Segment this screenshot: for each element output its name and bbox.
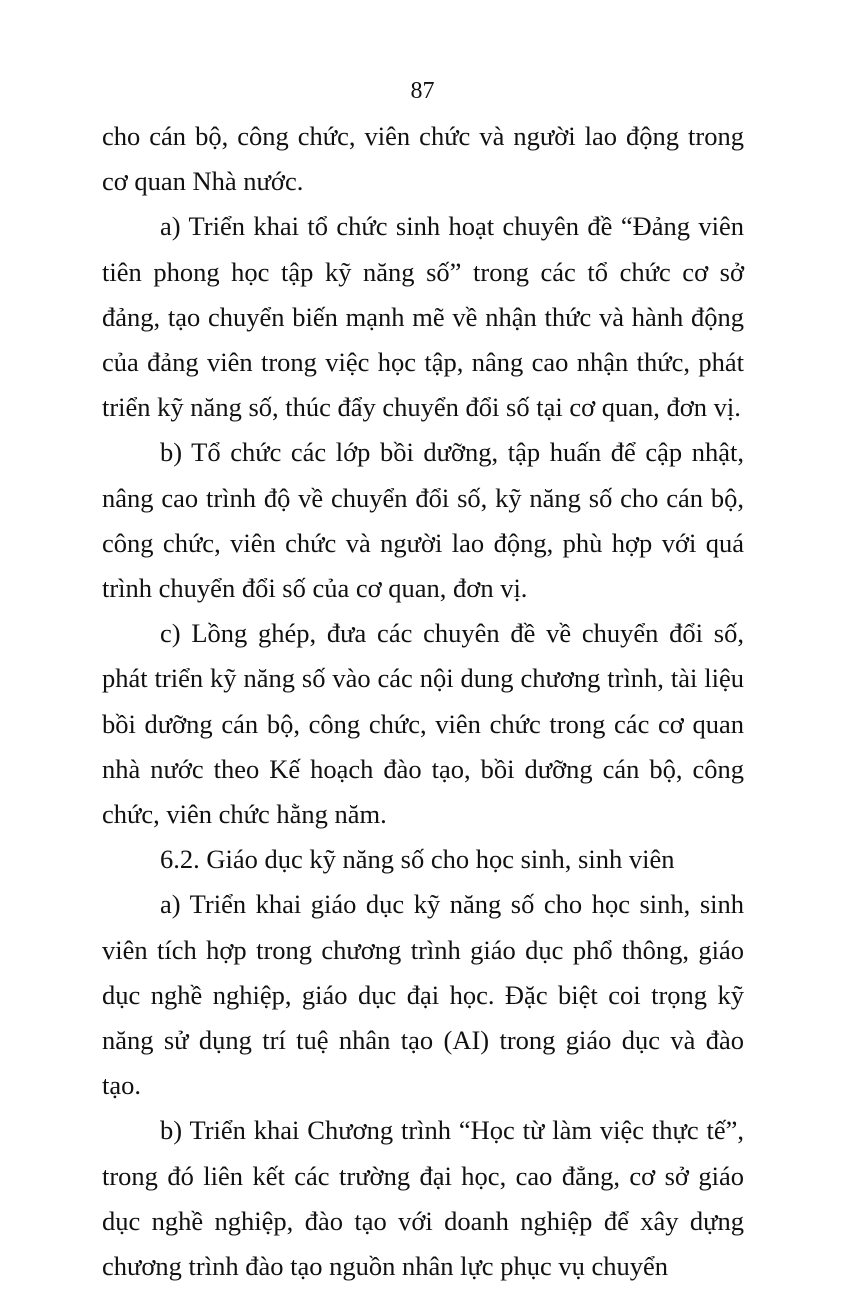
paragraph-item-a: a) Triển khai tổ chức sinh hoạt chuyên đề “Đảng viên tiên phong học tập kỹ năng số” trong các tổ chức cơ sở đảng, tạo chuyển biến mạnh mẽ về nhận thức và hành động của đảng viên trong việc học tập, nâng cao nhận thức, phát triển kỹ năng số, thúc đẩy chuyển đổi số tại cơ quan, đơn vị. — [102, 211, 744, 423]
paragraph-section-6-2-item-b: b) Triển khai Chương trình “Học từ làm việc thực tế”, trong đó liên kết các trường đại học, cao đẳng, cơ sở giáo dục nghề nghiệp, đào tạo với doanh nghiệp để xây dựng chương trình đào tạo nguồn nhân lực phục vụ chuyển — [102, 1115, 744, 1282]
paragraph-section-6-2-item-a: a) Triển khai giáo dục kỹ năng số cho học sinh, sinh viên tích hợp trong chương trình giáo dục phổ thông, giáo dục nghề nghiệp, giáo dục đại học. Đặc biệt coi trọng kỹ năng sử dụng trí tuệ nhân tạo (AI) trong giáo dục và đào tạo. — [102, 889, 744, 1101]
section-heading-6-2: 6.2. Giáo dục kỹ năng số cho học sinh, sinh viên — [160, 844, 675, 875]
paragraph-item-b: b) Tổ chức các lớp bồi dưỡng, tập huấn để cập nhật, nâng cao trình độ về chuyển đổi số, kỹ năng số cho cán bộ, công chức, viên chức và người lao động, phù hợp với quá trình chuyển đổi số của cơ quan, đơn vị. — [102, 437, 744, 604]
paragraph-item-c: c) Lồng ghép, đưa các chuyên đề về chuyển đổi số, phát triển kỹ năng số vào các nội dung chương trình, tài liệu bồi dưỡng cán bộ, công chức, viên chức trong các cơ quan nhà nước theo Kế hoạch đào tạo, bồi dưỡng cán bộ, công chức, viên chức hằng năm. — [102, 618, 744, 830]
paragraph-continuation: cho cán bộ, công chức, viên chức và người lao động trong cơ quan Nhà nước. — [102, 121, 744, 197]
page-number: 87 — [410, 78, 435, 104]
page-body — [102, 114, 744, 1289]
